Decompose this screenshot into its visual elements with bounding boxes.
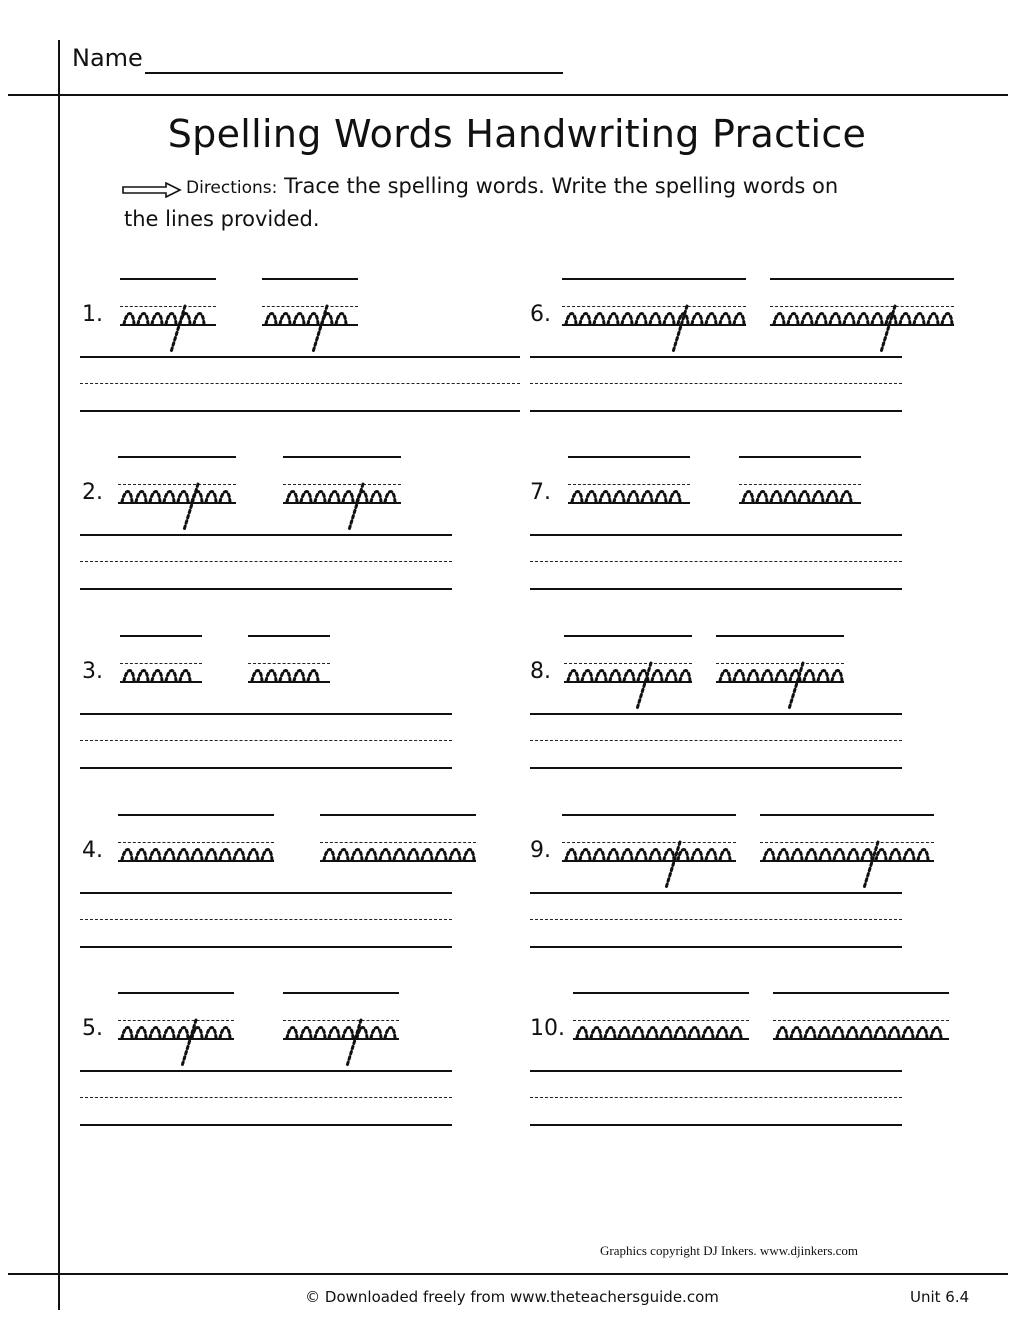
directions-label: Directions: (186, 178, 278, 198)
trace-top-line (118, 992, 234, 994)
trace-top-line (118, 814, 274, 816)
trace-top-line (770, 278, 954, 280)
writing-mid-line (80, 561, 452, 562)
writing-mid-line (530, 561, 902, 562)
trace-top-line (120, 278, 216, 280)
writing-top-line (530, 892, 902, 894)
directions-line-1 (186, 174, 838, 198)
writing-base-line (80, 767, 452, 769)
download-credit: © Downloaded freely from www.theteachersguide.com (305, 1288, 719, 1306)
trace-top-line (248, 635, 330, 637)
item-number: 2. (82, 480, 103, 505)
traced-word-dots[interactable] (568, 474, 690, 534)
traced-word-dots[interactable] (773, 1010, 949, 1070)
graphics-credit: Graphics copyright DJ Inkers. www.djinkers.com (600, 1243, 859, 1258)
writing-top-line (530, 356, 902, 358)
item-number: 4. (82, 838, 103, 863)
item-number: 7. (530, 480, 551, 505)
traced-word-dots[interactable] (760, 832, 934, 892)
name-field-line[interactable] (145, 72, 563, 74)
writing-base-line (530, 588, 902, 590)
trace-top-line (283, 992, 399, 994)
traced-word-dots[interactable] (573, 1010, 749, 1070)
traced-word-dots[interactable] (118, 832, 274, 892)
trace-top-line (262, 278, 358, 280)
item-number: 8. (530, 659, 551, 684)
writing-top-line (80, 713, 452, 715)
directions-line-2: the lines provided. (124, 207, 320, 231)
traced-word-dots[interactable] (770, 296, 954, 356)
writing-mid-line (530, 919, 902, 920)
writing-top-line (80, 1070, 452, 1072)
trace-top-line (283, 456, 401, 458)
item-number: 9. (530, 838, 551, 863)
name-label: Name (72, 44, 143, 72)
writing-base-line (80, 588, 452, 590)
traced-word-dots[interactable] (118, 474, 236, 534)
item-number: 10. (530, 1016, 565, 1041)
writing-top-line (80, 356, 520, 358)
header-divider (8, 94, 1008, 96)
item-number: 5. (82, 1016, 103, 1041)
trace-top-line (716, 635, 844, 637)
writing-mid-line (80, 1097, 452, 1098)
traced-word-dots[interactable] (120, 296, 216, 356)
trace-top-line (562, 814, 736, 816)
page-title: Spelling Words Handwriting Practice (167, 112, 867, 156)
footer-divider (8, 1273, 1008, 1275)
writing-mid-line (530, 740, 902, 741)
traced-word-dots[interactable] (283, 1010, 399, 1070)
writing-base-line (530, 1124, 902, 1126)
directions-text: Trace the spelling words. Write the spelling words on (284, 174, 839, 198)
traced-word-dots[interactable] (739, 474, 861, 534)
traced-word-dots[interactable] (120, 653, 202, 713)
traced-word-dots[interactable] (320, 832, 476, 892)
traced-word-dots[interactable] (283, 474, 401, 534)
trace-top-line (573, 992, 749, 994)
traced-word-dots[interactable] (564, 653, 692, 713)
unit-label: Unit 6.4 (910, 1288, 970, 1306)
traced-word-dots[interactable] (262, 296, 358, 356)
left-margin-line (58, 40, 60, 1310)
trace-top-line (562, 278, 746, 280)
writing-base-line (530, 946, 902, 948)
writing-mid-line (80, 919, 452, 920)
traced-word-dots[interactable] (562, 296, 746, 356)
writing-top-line (80, 534, 452, 536)
traced-word-dots[interactable] (716, 653, 844, 713)
writing-top-line (530, 713, 902, 715)
writing-base-line (530, 767, 902, 769)
writing-base-line (80, 946, 452, 948)
writing-top-line (530, 534, 902, 536)
writing-mid-line (530, 1097, 902, 1098)
writing-base-line (530, 410, 902, 412)
trace-top-line (760, 814, 934, 816)
arrow-right-outline-icon (122, 182, 182, 198)
trace-top-line (118, 456, 236, 458)
trace-top-line (773, 992, 949, 994)
traced-word-dots[interactable] (248, 653, 330, 713)
writing-base-line (80, 410, 520, 412)
writing-base-line (80, 1124, 452, 1126)
item-number: 3. (82, 659, 103, 684)
trace-top-line (564, 635, 692, 637)
writing-top-line (530, 1070, 902, 1072)
trace-top-line (320, 814, 476, 816)
writing-mid-line (80, 383, 520, 384)
traced-word-dots[interactable] (562, 832, 736, 892)
writing-top-line (80, 892, 452, 894)
item-number: 6. (530, 302, 551, 327)
writing-mid-line (530, 383, 902, 384)
item-number: 1. (82, 302, 103, 327)
traced-word-dots[interactable] (118, 1010, 234, 1070)
trace-top-line (568, 456, 690, 458)
trace-top-line (120, 635, 202, 637)
writing-mid-line (80, 740, 452, 741)
trace-top-line (739, 456, 861, 458)
